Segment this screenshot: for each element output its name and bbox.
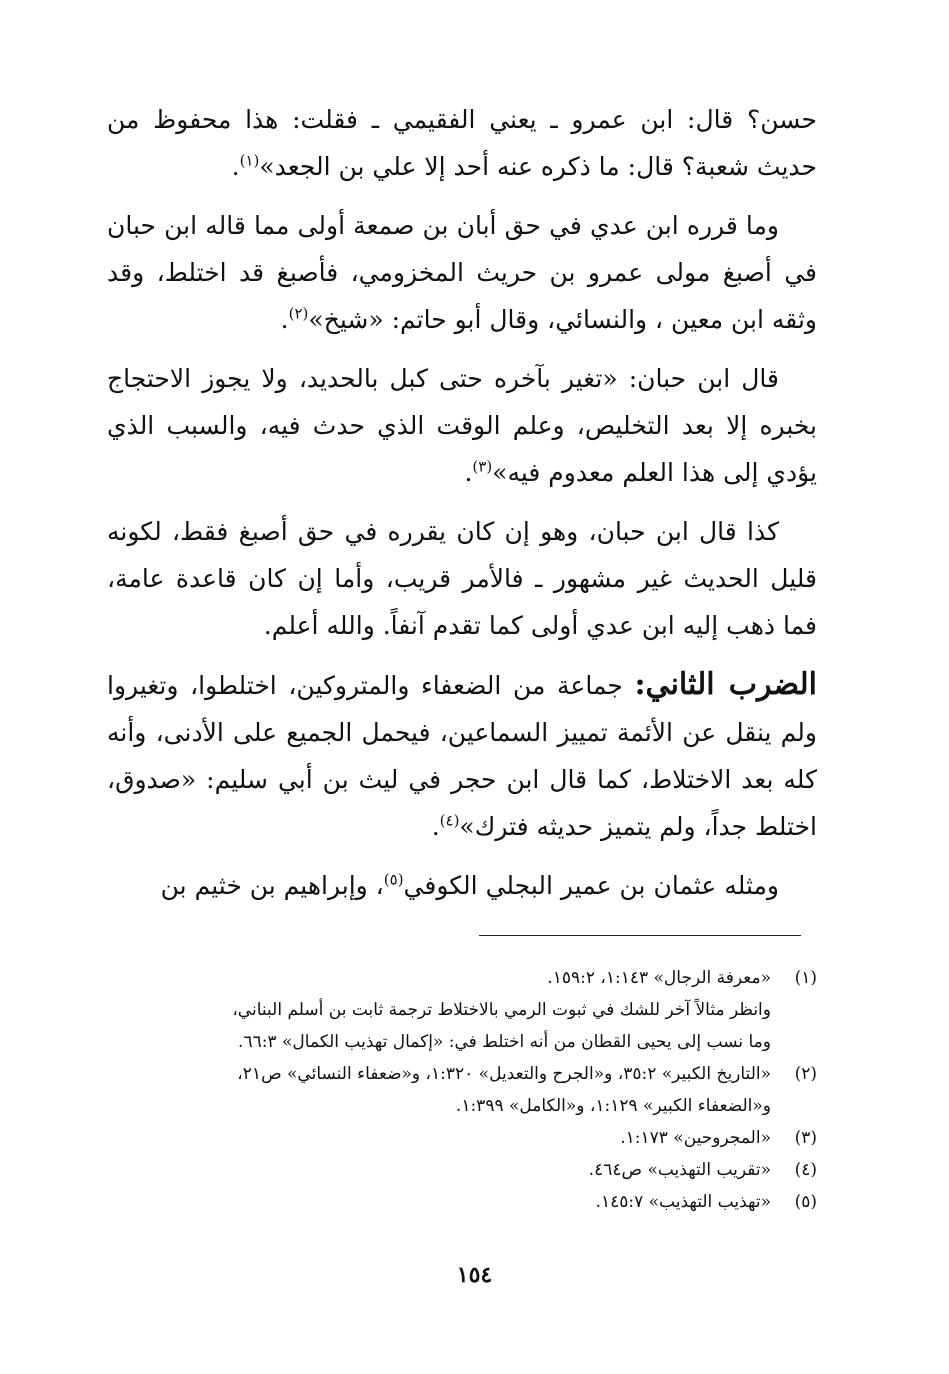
footnote-body (117, 962, 771, 1058)
footnote-line: «التاريخ الكبير» ٣٥:٢، و«الجرح والتعديل» ١:٣٢٠، و«ضعفاء النسائي» ص٢١، (237, 1064, 771, 1084)
footnote-line: «معرفة الرجال» ١:١٤٣، ١٥٩:٢. (547, 968, 771, 988)
footnote-line: وما نسب إلى يحيى القطان من أنه اختلط في: «إكمال تهذيب الكمال» ٦٦:٣. (238, 1032, 771, 1052)
paragraph-tail: . (280, 305, 289, 334)
paragraph-text-continued: ، وإبراهيم بن خثيم بن (160, 871, 384, 900)
footnotes (117, 962, 817, 1218)
footnote-body (117, 1122, 771, 1154)
paragraph-3 (107, 355, 817, 496)
footnote-ref: (٥) (383, 870, 404, 889)
footnote-line: «تهذيب التهذيب» ١٤٥:٧. (595, 1192, 771, 1212)
footnote-ref: (١) (239, 151, 260, 170)
footnote-1 (117, 962, 817, 1058)
footnote-ref: (٢) (288, 304, 309, 323)
page-number: ١٥٤ (456, 1262, 493, 1288)
footnote-body (117, 1186, 771, 1218)
footnote-ref: (٣) (472, 457, 493, 476)
footnote-separator (479, 935, 801, 936)
footnote-ref: (٤) (439, 811, 460, 830)
footnote-line: «تقريب التهذيب» ص٤٦٤. (588, 1160, 771, 1180)
paragraph-2 (107, 202, 817, 343)
paragraph-tail: . (231, 152, 240, 181)
paragraph-text: ومثله عثمان بن عمير البجلي الكوفي (403, 871, 779, 900)
footnote-body (117, 1058, 771, 1122)
footnote-number: (٥) (794, 1192, 817, 1212)
section-text: جماعة من الضعفاء والمتروكين، اختلطوا، وتغيروا ولم ينقل عن الأئمة تمييز السماعين، فيحمل الجميع على الأدنى، وأنه كله بعد الاختلاط، كما قال ابن حجر في ليث بن أبي سليم: «صدوق، اختلط جداً، ولم يتميز حديثه فترك» (107, 671, 817, 841)
footnote-line: «المجروحين» ١:١٧٣. (620, 1128, 771, 1148)
footnote-4 (117, 1154, 817, 1186)
footnote-number: (١) (794, 968, 817, 988)
footnote-body (117, 1154, 771, 1186)
paragraph-text: حسن؟ قال: ابن عمرو ـ يعني الفقيمي ـ فقلت: هذا محفوظ من حديث شعبة؟ قال: ما ذكره عنه أحد إلا علي بن الجعد» (107, 105, 817, 181)
footnote-5 (117, 1186, 817, 1218)
paragraph-text: قال ابن حبان: «تغير بآخره حتى كبل بالحديد، ولا يجوز الاحتجاج بخبره إلا بعد التخليص، وعلم الوقت الذي حدث فيه، والسبب الذي يؤدي إلى هذا العلم معدوم فيه» (107, 364, 817, 487)
main-text (107, 96, 817, 921)
section-heading: الضرب الثاني: (634, 667, 817, 702)
paragraph-1 (107, 96, 817, 190)
paragraph-last (107, 862, 817, 909)
footnote-line: وانظر مثالاً آخر للشك في ثبوت الرمي بالاختلاط ترجمة ثابت بن أسلم البناني، (232, 1000, 771, 1020)
paragraph-4 (107, 508, 817, 649)
footnote-number: (٤) (794, 1160, 817, 1180)
footnote-3 (117, 1122, 817, 1154)
paragraph-tail: . (464, 458, 473, 487)
paragraph-tail: . (431, 812, 440, 841)
footnote-number: (٢) (794, 1064, 817, 1084)
footnote-number: (٣) (794, 1128, 817, 1148)
footnote-2 (117, 1058, 817, 1122)
paragraph-text: وما قرره ابن عدي في حق أبان بن صمعة أولى مما قاله ابن حبان في أصبغ مولى عمرو بن حريث المخزومي، فأصبغ قد اختلط، وقد وثقه ابن معين ، والنسائي، وقال أبو حاتم: «شيخ» (107, 211, 817, 334)
paragraph-text: كذا قال ابن حبان، وهو إن كان يقرره في حق أصبغ فقط، لكونه قليل الحديث غير مشهور ـ فالأمر قريب، وأما إن كان قاعدة عامة، فما ذهب إليه ابن عدي أولى كما تقدم آنفاً. والله أعلم. (107, 517, 817, 640)
footnote-line: و«الضعفاء الكبير» ١:١٢٩، و«الكامل» ١:٣٩٩. (455, 1096, 771, 1116)
section-paragraph (107, 661, 817, 850)
